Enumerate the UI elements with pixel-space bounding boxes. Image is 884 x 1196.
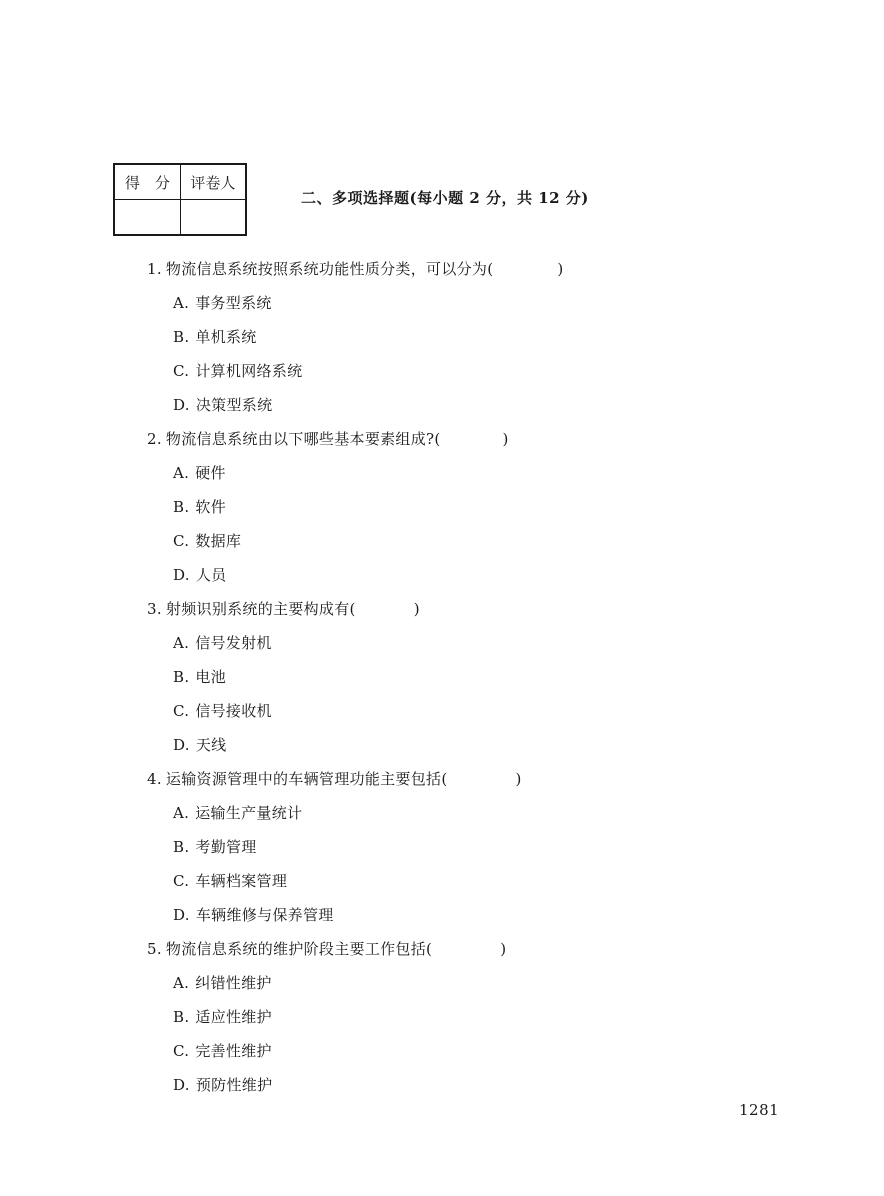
answer-paren-close: ) bbox=[413, 600, 420, 618]
answer-paren-close: ) bbox=[502, 430, 509, 448]
option-label: B. bbox=[173, 498, 190, 516]
score-header: 得 分 bbox=[114, 164, 180, 200]
option-label: C. bbox=[173, 532, 190, 550]
option-label: D. bbox=[173, 1076, 190, 1094]
option-label: C. bbox=[173, 1042, 190, 1060]
option-text: 计算机网络系统 bbox=[195, 362, 303, 380]
option-3a[interactable] bbox=[173, 632, 272, 653]
option-5d[interactable] bbox=[173, 1074, 272, 1095]
option-text: 天线 bbox=[195, 736, 227, 754]
question-text: 运输资源管理中的车辆管理功能主要包括( bbox=[165, 770, 448, 788]
score-box-blank-row bbox=[114, 200, 246, 236]
option-4c[interactable] bbox=[173, 870, 287, 891]
option-label: B. bbox=[173, 838, 190, 856]
question-text: 物流信息系统按照系统功能性质分类，可以分为( bbox=[165, 260, 494, 278]
grader-cell[interactable] bbox=[180, 200, 246, 236]
option-label: A. bbox=[173, 294, 190, 312]
question-number: 3. bbox=[147, 600, 162, 618]
answer-paren-close: ) bbox=[557, 260, 564, 278]
question-number: 4. bbox=[147, 770, 162, 788]
question-text: 物流信息系统由以下哪些基本要素组成?( bbox=[165, 430, 441, 448]
question-4-stem bbox=[147, 768, 522, 789]
option-text: 运输生产量统计 bbox=[195, 804, 303, 822]
option-text: 车辆维修与保养管理 bbox=[195, 906, 334, 924]
question-number: 2. bbox=[147, 430, 162, 448]
option-1a[interactable] bbox=[173, 292, 272, 313]
option-label: D. bbox=[173, 566, 190, 584]
option-text: 考勤管理 bbox=[195, 838, 257, 856]
option-text: 完善性维护 bbox=[195, 1042, 272, 1060]
option-5b[interactable] bbox=[173, 1006, 272, 1027]
option-label: B. bbox=[173, 1008, 190, 1026]
option-label: A. bbox=[173, 634, 190, 652]
option-text: 预防性维护 bbox=[195, 1076, 273, 1094]
option-text: 电池 bbox=[195, 668, 227, 686]
score-box bbox=[113, 163, 247, 236]
option-text: 事务型系统 bbox=[195, 294, 272, 312]
option-text: 软件 bbox=[195, 498, 227, 516]
question-5-stem bbox=[147, 938, 506, 959]
option-text: 人员 bbox=[195, 566, 227, 584]
option-4d[interactable] bbox=[173, 904, 334, 925]
question-text: 射频识别系统的主要构成有( bbox=[165, 600, 356, 618]
option-1d[interactable] bbox=[173, 394, 272, 415]
section-title: 二、多项选择题(每小题 2 分，共 12 分) bbox=[301, 189, 589, 207]
option-2c[interactable] bbox=[173, 530, 241, 551]
answer-paren-close: ) bbox=[515, 770, 522, 788]
option-3c[interactable] bbox=[173, 700, 272, 721]
option-label: C. bbox=[173, 362, 190, 380]
option-text: 信号接收机 bbox=[195, 702, 272, 720]
question-1-stem bbox=[147, 258, 564, 279]
option-label: C. bbox=[173, 872, 190, 890]
question-number: 1. bbox=[147, 260, 162, 278]
option-label: D. bbox=[173, 906, 190, 924]
grader-header: 评卷人 bbox=[180, 164, 246, 200]
option-2a[interactable] bbox=[173, 462, 226, 483]
option-text: 数据库 bbox=[195, 532, 242, 550]
option-label: B. bbox=[173, 668, 190, 686]
score-box-header-row bbox=[114, 164, 246, 200]
score-cell[interactable] bbox=[114, 200, 180, 236]
option-3b[interactable] bbox=[173, 666, 226, 687]
option-text: 单机系统 bbox=[195, 328, 257, 346]
option-5c[interactable] bbox=[173, 1040, 272, 1061]
question-number: 5. bbox=[147, 940, 162, 958]
option-2b[interactable] bbox=[173, 496, 226, 517]
option-text: 决策型系统 bbox=[195, 396, 273, 414]
option-1b[interactable] bbox=[173, 326, 257, 347]
option-3d[interactable] bbox=[173, 734, 226, 755]
option-label: A. bbox=[173, 804, 190, 822]
option-label: A. bbox=[173, 464, 190, 482]
option-text: 纠错性维护 bbox=[195, 974, 272, 992]
option-text: 适应性维护 bbox=[195, 1008, 272, 1026]
option-1c[interactable] bbox=[173, 360, 302, 381]
option-label: C. bbox=[173, 702, 190, 720]
option-label: A. bbox=[173, 974, 190, 992]
option-5a[interactable] bbox=[173, 972, 272, 993]
page-number: 1281 bbox=[739, 1101, 780, 1119]
option-4a[interactable] bbox=[173, 802, 302, 823]
question-text: 物流信息系统的维护阶段主要工作包括( bbox=[165, 940, 433, 958]
option-text: 硬件 bbox=[195, 464, 226, 482]
option-4b[interactable] bbox=[173, 836, 257, 857]
question-2-stem bbox=[147, 428, 509, 449]
option-text: 车辆档案管理 bbox=[195, 872, 288, 890]
option-2d[interactable] bbox=[173, 564, 226, 585]
option-text: 信号发射机 bbox=[195, 634, 272, 652]
option-label: D. bbox=[173, 396, 190, 414]
question-3-stem bbox=[147, 598, 420, 619]
option-label: B. bbox=[173, 328, 190, 346]
option-label: D. bbox=[173, 736, 190, 754]
answer-paren-close: ) bbox=[500, 940, 507, 958]
